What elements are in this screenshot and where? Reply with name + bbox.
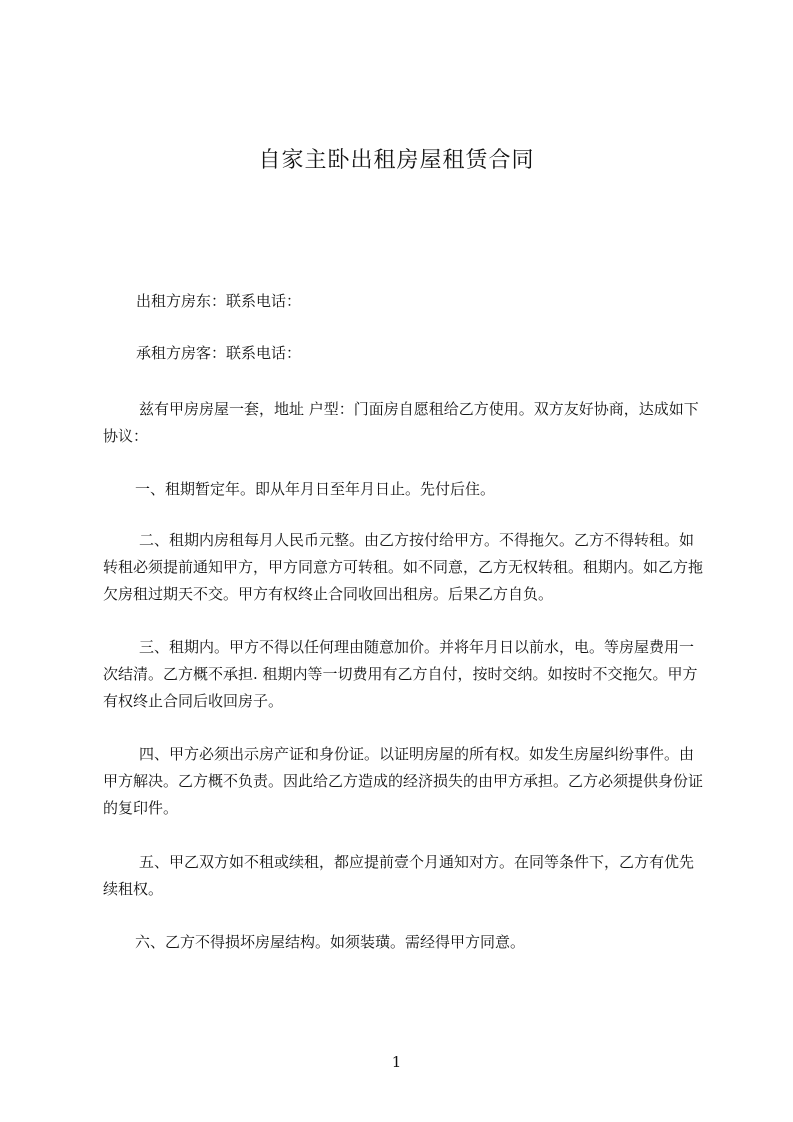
page-title: 自家主卧出租房屋租赁合同 (258, 148, 535, 173)
clause-4: 四、甲方必须出示房产证和身份证。以证明房屋的所有权。如发生房屋纠纷事件。由甲方解决。乙方概不负责。因此给乙方造成的经济损失的由甲方承担。乙方必须提供身份证的复印件。 (103, 745, 704, 817)
lessor-line: 出租方房东：联系电话： (136, 292, 302, 310)
clause-5: 五、甲乙双方如不租或续租，都应提前壹个月通知对方。在同等条件下，乙方有优先续租权。 (103, 853, 695, 898)
page-number: 1 (391, 1053, 402, 1071)
clause-2: 二、租期内房租每月人民币元整。由乙方按付给甲方。不得拖欠。乙方不得转租。如转租必须提前通知甲方，甲方同意方可转租。如不同意，乙方无权转租。租期内。如乙方拖欠房租过期天不交。甲方有权终止合同收回出租房。后果乙方自负。 (103, 531, 704, 603)
clause-6: 六、乙方不得损坏房屋结构。如须装璜。需经得甲方同意。 (135, 933, 526, 951)
clause-1: 一、租期暂定年。即从年月日至年月日止。先付后住。 (135, 480, 496, 498)
clause-3: 三、租期内。甲方不得以任何理由随意加价。并将年月日以前水，电。等房屋费用一次结清。乙方概不承担. 租期内等一切费用有乙方自付，按时交纳。如按时不交拖欠。甲方有权终止合同后收回房子。 (103, 638, 698, 710)
intro-paragraph: 兹有甲房房屋一套，地址 户型：门面房自愿租给乙方使用。双方友好协商，达成如下协议： (103, 400, 699, 445)
lessee-line: 承租方房客：联系电话： (136, 344, 302, 362)
